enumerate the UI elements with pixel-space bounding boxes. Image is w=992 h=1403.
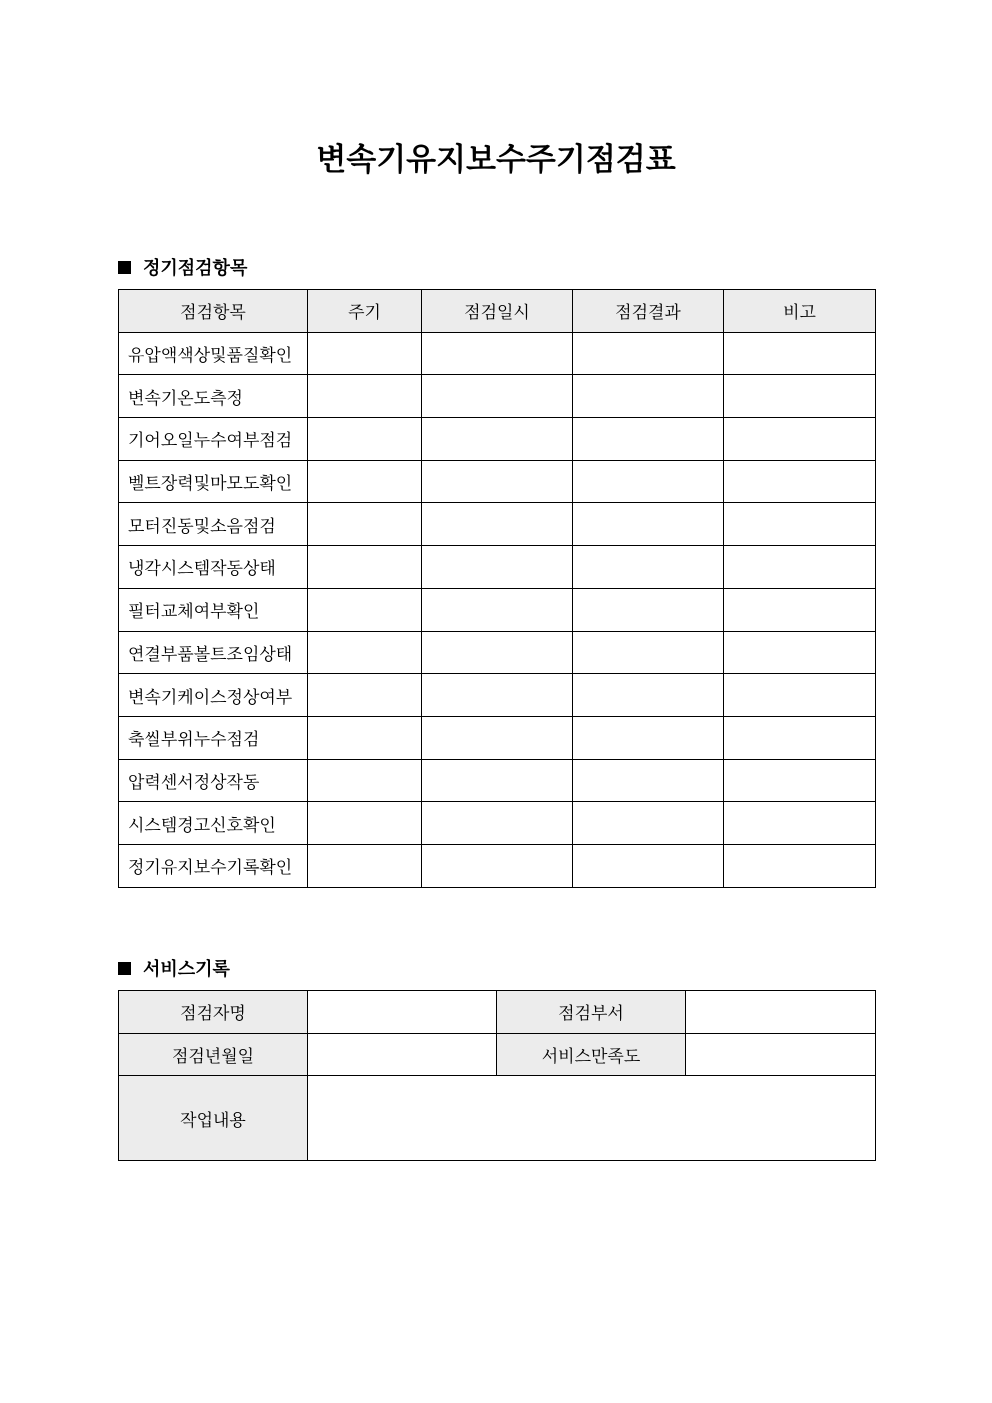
service-row-date: [119, 1033, 876, 1076]
cycle-cell[interactable]: [308, 503, 422, 546]
work-content-label: 작업내용: [119, 1076, 308, 1161]
result-cell[interactable]: [573, 503, 724, 546]
inspection-section-heading-text: 정기점검항목: [143, 258, 248, 279]
note-cell[interactable]: [724, 716, 876, 759]
note-cell[interactable]: [724, 631, 876, 674]
inspector-name-field[interactable]: [308, 991, 497, 1034]
result-cell[interactable]: [573, 546, 724, 589]
column-header-note: 비고: [724, 290, 876, 333]
table-row: [119, 716, 876, 759]
service-row-inspector: [119, 991, 876, 1034]
date-cell[interactable]: [422, 332, 573, 375]
inspection-table-header: [119, 290, 876, 333]
result-cell[interactable]: [573, 631, 724, 674]
cycle-cell[interactable]: [308, 844, 422, 887]
table-row: [119, 503, 876, 546]
date-cell[interactable]: [422, 844, 573, 887]
item-cell: 시스템경고신호확인: [119, 802, 308, 845]
satisfaction-field[interactable]: [686, 1033, 876, 1076]
item-cell: 변속기온도측정: [119, 375, 308, 418]
work-content-field[interactable]: [308, 1076, 876, 1161]
column-header-date: 점검일시: [422, 290, 573, 333]
cycle-cell[interactable]: [308, 418, 422, 461]
table-row: [119, 674, 876, 717]
item-cell: 축씰부위누수점검: [119, 716, 308, 759]
item-cell: 기어오일누수여부점검: [119, 418, 308, 461]
table-row: [119, 631, 876, 674]
note-cell[interactable]: [724, 759, 876, 802]
inspection-section-heading: [118, 254, 247, 280]
column-header-cycle: 주기: [308, 290, 422, 333]
cycle-cell[interactable]: [308, 674, 422, 717]
cycle-cell[interactable]: [308, 802, 422, 845]
date-cell[interactable]: [422, 674, 573, 717]
document-title: 변속기유지보수주기점검표: [316, 142, 676, 178]
result-cell[interactable]: [573, 674, 724, 717]
note-cell[interactable]: [724, 802, 876, 845]
item-cell: 유압액색상및품질확인: [119, 332, 308, 375]
table-row: [119, 375, 876, 418]
inspection-date-field[interactable]: [308, 1033, 497, 1076]
note-cell[interactable]: [724, 546, 876, 589]
item-cell: 벨트장력및마모도확인: [119, 460, 308, 503]
service-section-heading: [118, 955, 230, 981]
cycle-cell[interactable]: [308, 588, 422, 631]
note-cell[interactable]: [724, 674, 876, 717]
date-cell[interactable]: [422, 460, 573, 503]
table-row: [119, 546, 876, 589]
date-cell[interactable]: [422, 546, 573, 589]
table-row: [119, 802, 876, 845]
result-cell[interactable]: [573, 418, 724, 461]
result-cell[interactable]: [573, 716, 724, 759]
column-header-item: 점검항목: [119, 290, 308, 333]
item-cell: 냉각시스템작동상태: [119, 546, 308, 589]
date-cell[interactable]: [422, 759, 573, 802]
result-cell[interactable]: [573, 332, 724, 375]
square-bullet-icon: [118, 261, 131, 274]
note-cell[interactable]: [724, 332, 876, 375]
result-cell[interactable]: [573, 375, 724, 418]
note-cell[interactable]: [724, 418, 876, 461]
service-row-work: [119, 1076, 876, 1161]
table-row: [119, 588, 876, 631]
note-cell[interactable]: [724, 503, 876, 546]
date-cell[interactable]: [422, 631, 573, 674]
inspector-name-label: 점검자명: [119, 991, 308, 1034]
service-section-heading-text: 서비스기록: [143, 959, 230, 980]
table-row: [119, 759, 876, 802]
result-cell[interactable]: [573, 759, 724, 802]
date-cell[interactable]: [422, 375, 573, 418]
column-header-result: 점검결과: [573, 290, 724, 333]
table-row: [119, 844, 876, 887]
item-cell: 모터진동및소음점검: [119, 503, 308, 546]
satisfaction-label: 서비스만족도: [497, 1033, 686, 1076]
date-cell[interactable]: [422, 802, 573, 845]
cycle-cell[interactable]: [308, 759, 422, 802]
square-bullet-icon: [118, 962, 131, 975]
date-cell[interactable]: [422, 716, 573, 759]
cycle-cell[interactable]: [308, 716, 422, 759]
cycle-cell[interactable]: [308, 631, 422, 674]
item-cell: 정기유지보수기록확인: [119, 844, 308, 887]
item-cell: 압력센서정상작동: [119, 759, 308, 802]
note-cell[interactable]: [724, 375, 876, 418]
result-cell[interactable]: [573, 844, 724, 887]
table-row: [119, 418, 876, 461]
date-cell[interactable]: [422, 588, 573, 631]
service-record-table: [118, 990, 876, 1161]
department-label: 점검부서: [497, 991, 686, 1034]
date-cell[interactable]: [422, 503, 573, 546]
item-cell: 연결부품볼트조임상태: [119, 631, 308, 674]
inspection-table: [118, 289, 876, 888]
result-cell[interactable]: [573, 802, 724, 845]
cycle-cell[interactable]: [308, 460, 422, 503]
result-cell[interactable]: [573, 588, 724, 631]
note-cell[interactable]: [724, 588, 876, 631]
result-cell[interactable]: [573, 460, 724, 503]
table-row: [119, 332, 876, 375]
note-cell[interactable]: [724, 844, 876, 887]
cycle-cell[interactable]: [308, 332, 422, 375]
cycle-cell[interactable]: [308, 375, 422, 418]
note-cell[interactable]: [724, 460, 876, 503]
cycle-cell[interactable]: [308, 546, 422, 589]
item-cell: 필터교체여부확인: [119, 588, 308, 631]
item-cell: 변속기케이스정상여부: [119, 674, 308, 717]
inspection-date-label: 점검년월일: [119, 1033, 308, 1076]
date-cell[interactable]: [422, 418, 573, 461]
department-field[interactable]: [686, 991, 876, 1034]
table-row: [119, 460, 876, 503]
